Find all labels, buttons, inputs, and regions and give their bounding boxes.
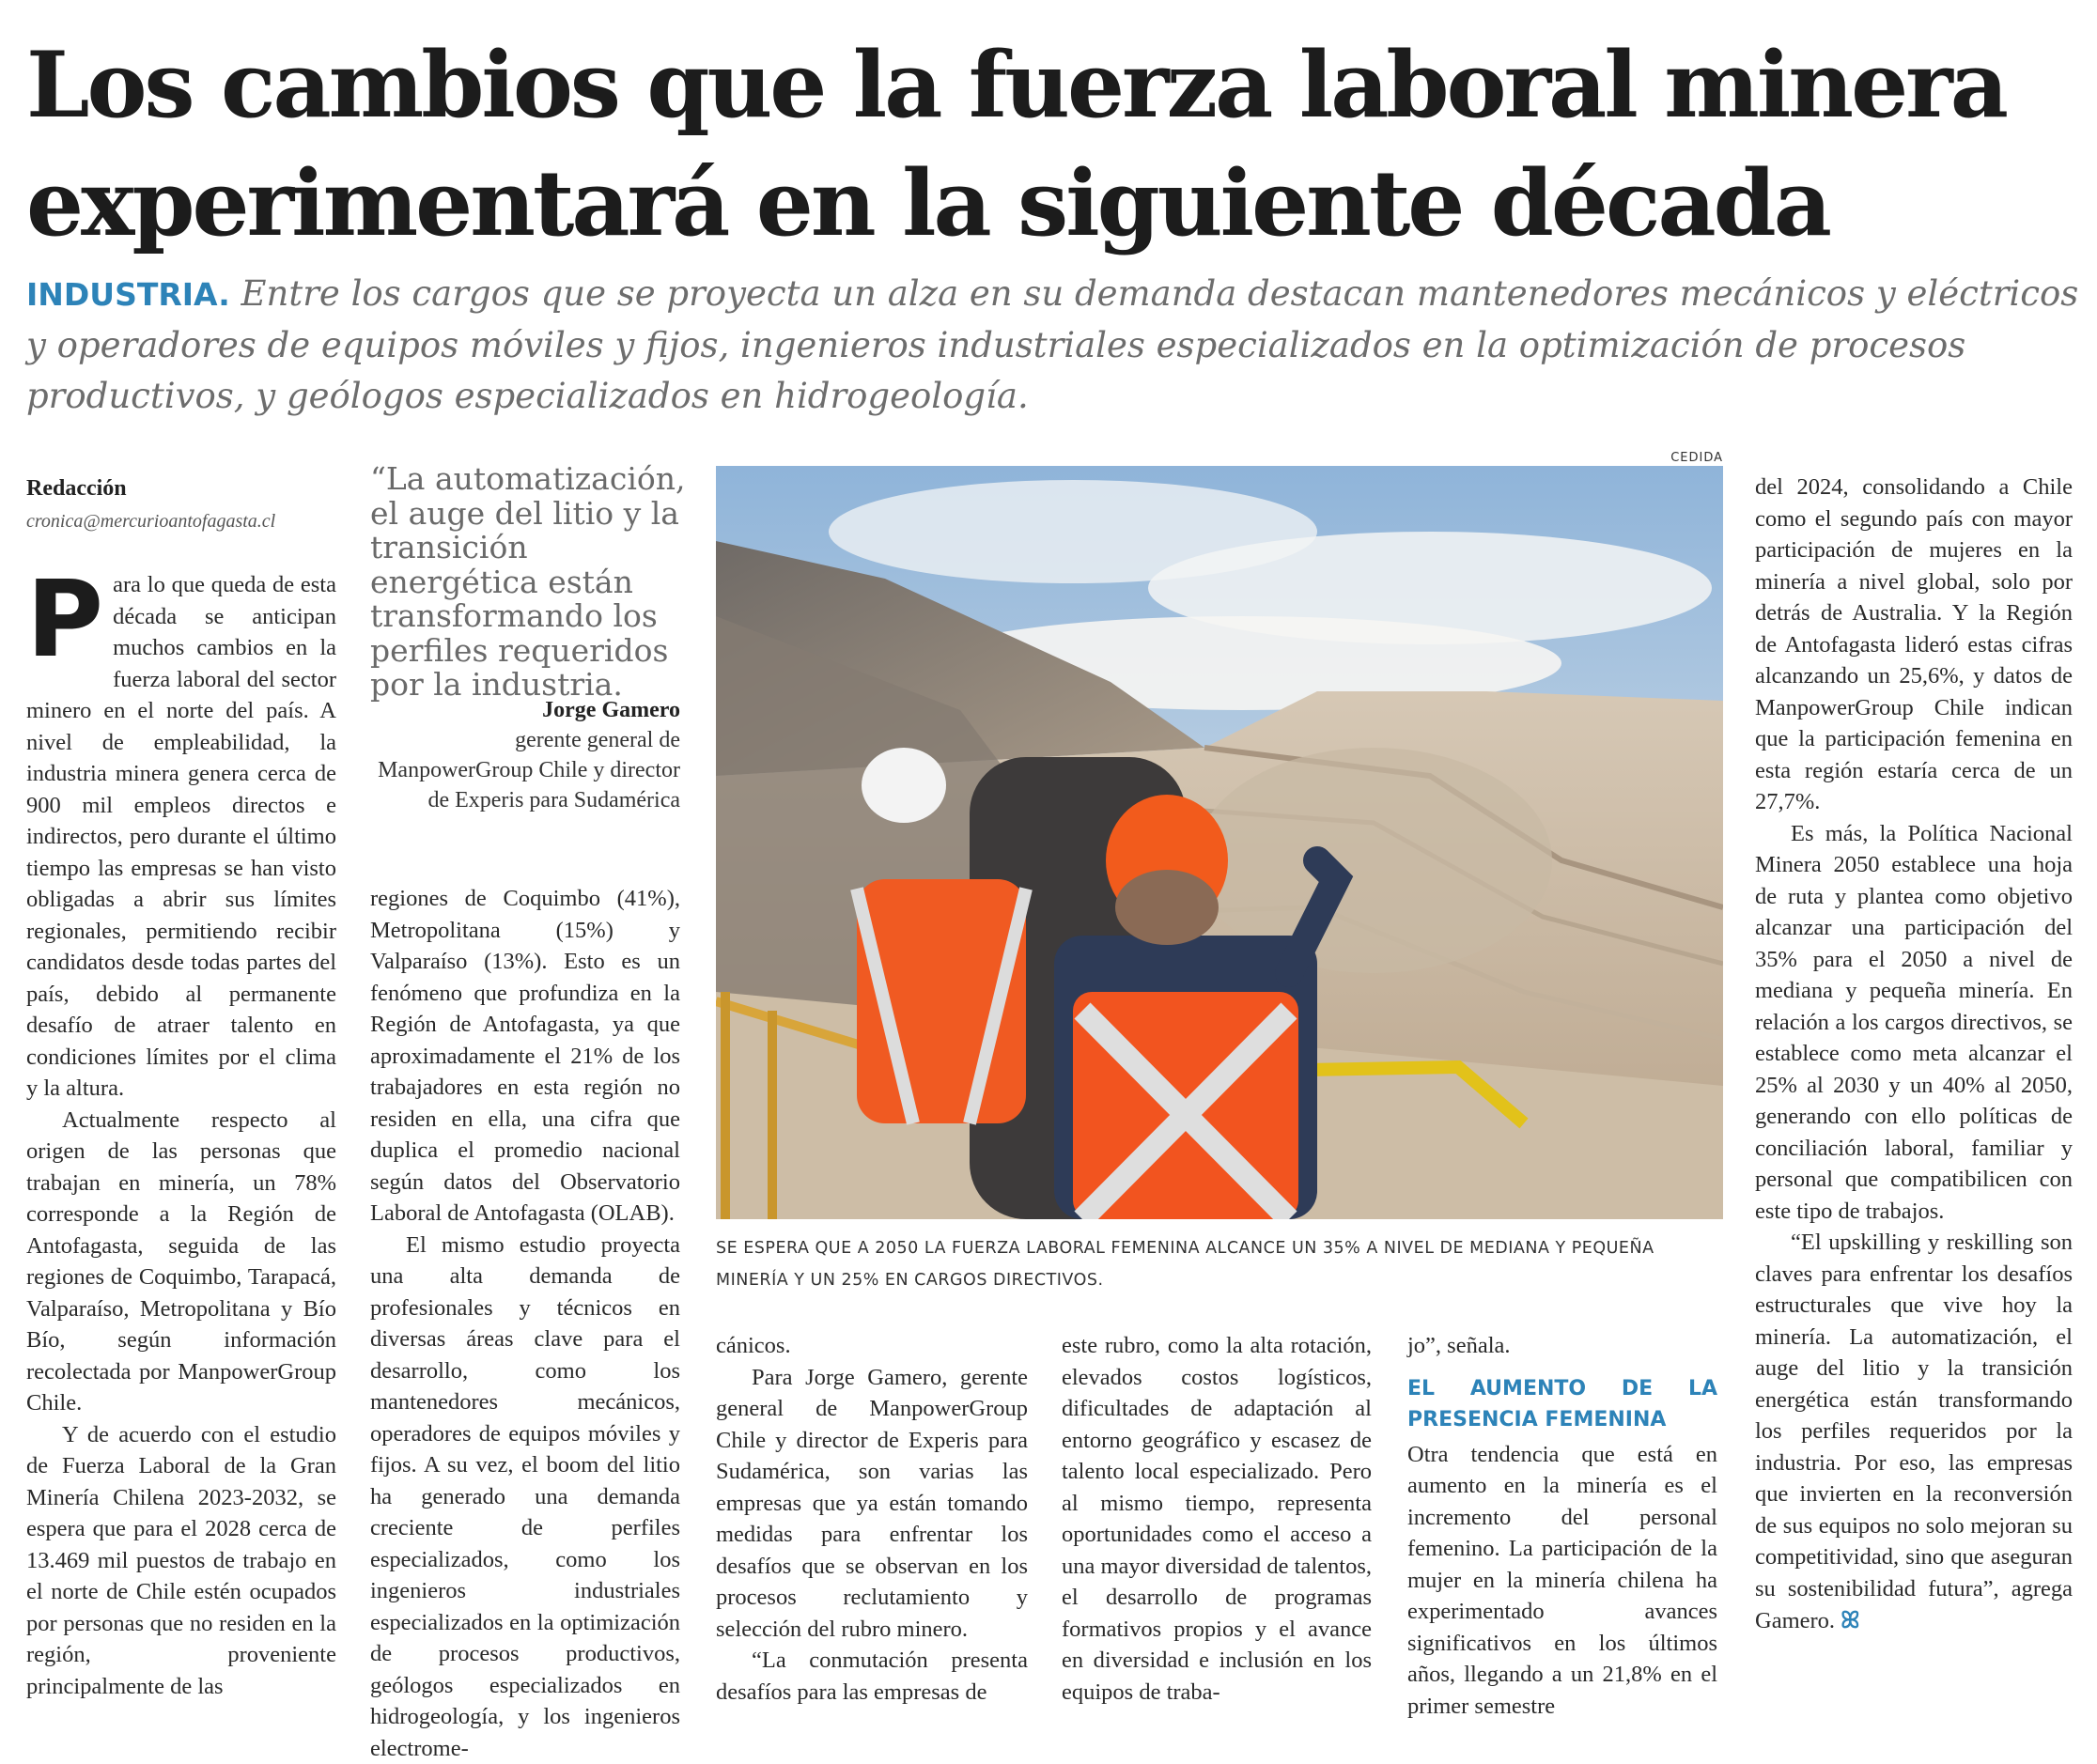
article-column-1 [26, 569, 336, 1702]
drop-cap: P [26, 575, 103, 665]
end-mark-icon: ꕤ [1841, 1606, 1859, 1633]
pull-quote: “La automatización, el auge del litio y la transición energética están transformando los perfiles requeridos por la industria. [370, 462, 694, 703]
article-paragraph: cánicos. [716, 1330, 1028, 1362]
article-paragraph: este rubro, como la alta rotación, elevados costos logísticos, dificultades de adaptación al entorno geográfico y escasez de talento local especializado. Pero al mismo tiempo, representa oportunidades como el acceso a una mayor diversidad de talentos, el desarrollo de programas formativos propios y el avance en diversidad e inclusión en los equipos de traba- [1062, 1330, 1372, 1708]
article-column-4 [1062, 1330, 1372, 1708]
article-paragraph: jo”, señala. [1407, 1330, 1717, 1362]
lead-text: Entre los cargos que se proyecta un alza en su demanda destacan mantenedores mecánicos y eléctricos y operadores de equipos móviles y fijos, ingenieros industriales especializados en la optimización de procesos productivos, y geólogos especializados en hidrogeología. [26, 273, 2078, 416]
headline: Los cambios que la fuerza laboral minera experimentará en la siguiente década [26, 26, 2074, 263]
article-paragraph: Para Jorge Gamero, gerente general de ManpowerGroup Chile y director de Experis para Sudamérica, son varias las empresas que ya están tomando medidas para enfrentar los desafíos que se observan en los procesos reclutamiento y selección del rubro minero. [716, 1362, 1028, 1646]
article-column-6 [1755, 472, 2073, 1637]
article-column-2 [370, 883, 680, 1764]
lead-paragraph [26, 269, 2084, 422]
article-paragraph: Es más, la Política Nacional Minera 2050 establece una hoja de ruta y plantea como objetivo alcanzar una participación del 35% para el 2050 a nivel de mediana y pequeña minería. En relación a los cargos directivos, se establece como meta alcanzar el 25% al 2030 y un 40% al 2050, generando con ello políticas de conciliación laboral, familiar y personal que compatibilicen con este tipo de trabajos. [1755, 818, 2073, 1228]
quote-author-role: gerente general de ManpowerGroup Chile y director de Experis para Sudamérica [370, 725, 680, 815]
article-paragraph: Para lo que queda de esta década se anticipan muchos cambios en la fuerza laboral del sector minero en el norte del país. A nivel de empleabilidad, la industria minera genera cerca de 900 mil empleos directos e indirectos, pero durante el último tiempo las empresas se han visto obligadas a abrir sus límites regionales, permitiendo recibir candidatos desde todas partes del país, debido al permanente desafío de atraer talento en condiciones límites por el clima y la altura. [26, 569, 336, 1105]
article-paragraph: regiones de Coquimbo (41%), Metropolitana (15%) y Valparaíso (13%). Esto es un fenómeno que profundiza en la Región de Antofagasta, ya que aproximadamente el 21% de los trabajadores en esta región no residen en ella, una cifra que duplica el promedio nacional según datos del Observatorio Laboral de Antofagasta (OLAB). [370, 883, 680, 1230]
article-paragraph: Otra tendencia que está en aumento en la minería es el incremento del personal femenino. La participación de la mujer en la minería chilena ha experimentado avances significativos en los últimos años, llegando a un 21,8% en el primer semestre [1407, 1439, 1717, 1723]
byline [26, 472, 346, 537]
article-paragraph: El mismo estudio proyecta una alta demanda de profesionales y técnicos en diversas áreas clave para el desarrollo, como los mantenedores mecánicos, operadores de equipos móviles y fijos. A su vez, el boom del litio ha generado una demanda creciente de perfiles especializados, como los ingenieros industriales especializados en la optimización de procesos productivos, geólogos especializados en hidrogeología, y los ingenieros electrome- [370, 1230, 680, 1764]
photo-caption: SE ESPERA QUE A 2050 LA FUERZA LABORAL FEMENINA ALCANCE UN 35% A NIVEL DE MEDIANA Y PEQUEÑA MINERÍA Y UN 25% EN CARGOS DIRECTIVOS. [716, 1232, 1723, 1296]
article-column-3 [716, 1330, 1028, 1708]
article-column-5 [1407, 1330, 1717, 1722]
article-paragraph: Y de acuerdo con el estudio de Fuerza Laboral de la Gran Minería Chilena 2023-2032, se espera que para el 2028 cerca de 13.469 mil puestos de trabajo en el norte de Chile estén ocupados por personas que no residen en la región, proveniente principalmente de las [26, 1419, 336, 1703]
section-subhead: EL AUMENTO DE LA PRESENCIA FEMENINA [1407, 1373, 1717, 1435]
quote-author-name: Jorge Gamero [370, 695, 680, 725]
pull-quote-attribution [370, 695, 680, 815]
article-paragraph: “El upskilling y reskilling son claves para enfrentar los desafíos estructurales que vive hoy la minería. La automatización, el auge del litio y la transición energética están transformando los perfiles requeridos por la industria. Por eso, las empresas que invierten en la reconversión de sus equipos no solo mejoran su competitividad, sino que aseguran su sostenibilidad futura”, agrega Gamero. ꕤ [1755, 1227, 2073, 1637]
article-paragraph: “La conmutación presenta desafíos para las empresas de [716, 1645, 1028, 1708]
byline-email: cronica@mercurioantofagasta.cl [26, 505, 346, 537]
photo-credit: CEDIDA [1665, 451, 1723, 465]
section-tag: INDUSTRIA. [26, 276, 230, 313]
article-paragraph: Actualmente respecto al origen de las personas que trabajan en minería, un 78% corresponde a la Región de Antofagasta, seguida de las regiones de Coquimbo, Tarapacá, Valparaíso, Metropolitana y Bío Bío, según información recolectada por ManpowerGroup Chile. [26, 1105, 336, 1419]
byline-name: Redacción [26, 472, 346, 505]
article-photo [716, 466, 1723, 1219]
article-paragraph: del 2024, consolidando a Chile como el segundo país con mayor participación de mujeres en la minería a nivel global, solo por detrás de Australia. Y la Región de Antofagasta lideró estas cifras alcanzando un 25,6%, y datos de ManpowerGroup Chile indican que la participación femenina en esta región estaría cerca de un 27,7%. [1755, 472, 2073, 818]
